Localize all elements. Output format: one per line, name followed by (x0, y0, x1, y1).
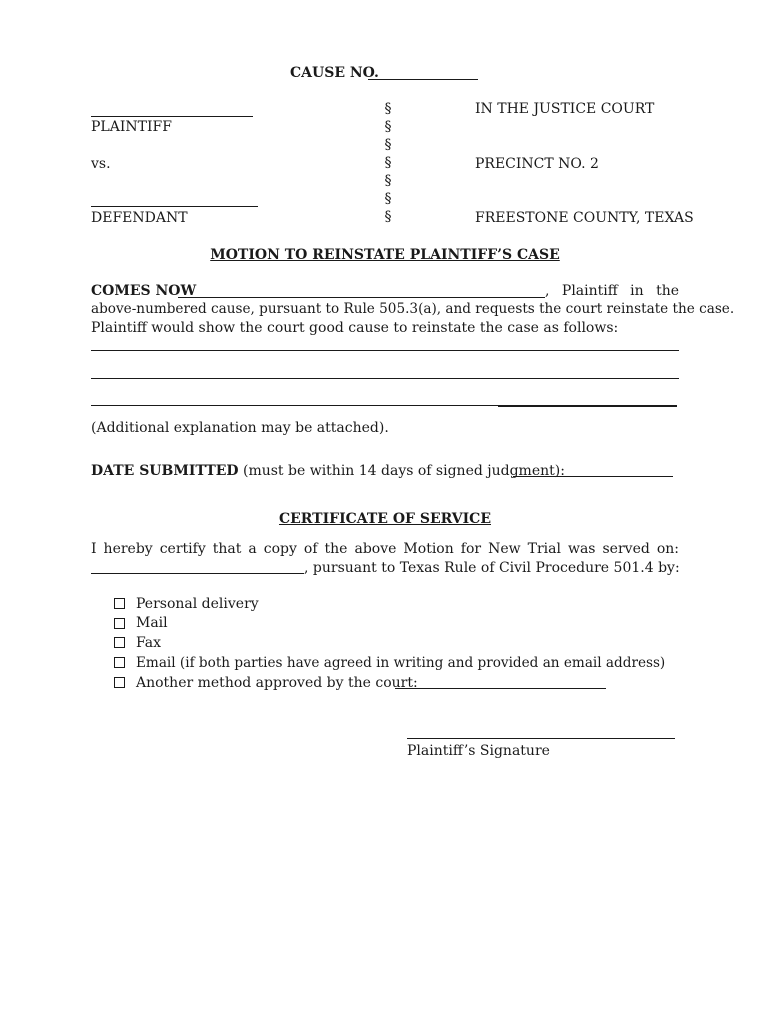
motion-title: MOTION TO REINSTATE PLAINTIFF’S CASE (210, 247, 560, 263)
court-label: IN THE JUSTICE COURT (475, 101, 655, 117)
additional-explanation-note: (Additional explanation may be attached). (91, 420, 389, 436)
cause-no-label: CAUSE NO. (290, 65, 379, 81)
county-label: FREESTONE COUNTY, TEXAS (475, 210, 694, 226)
other-method-checkbox[interactable] (114, 677, 125, 688)
option-mail: Mail (136, 615, 168, 631)
certificate-line-2: , pursuant to Texas Rule of Civil Procedure 501.4 by: (304, 560, 680, 576)
section-symbol: § (384, 101, 392, 117)
section-symbol: § (384, 173, 392, 189)
motion-line-3: Plaintiff would show the court good cause to reinstate the case as follows: (91, 320, 619, 336)
defendant-name-field[interactable] (91, 206, 258, 207)
option-email: Email (if both parties have agreed in writing and provided an email address) (136, 655, 666, 671)
section-symbol: § (384, 191, 392, 207)
plaintiff-name-motion-field[interactable] (178, 297, 545, 298)
precinct-label: PRECINCT NO. 2 (475, 156, 599, 172)
other-method-field[interactable] (395, 688, 606, 689)
cause-no-field[interactable] (368, 79, 478, 80)
explanation-line-overlay (498, 406, 677, 407)
explanation-line[interactable] (91, 378, 679, 379)
certificate-line-1: I hereby certify that a copy of the above Motion for New Trial was served on: (91, 541, 679, 557)
certificate-title: CERTIFICATE OF SERVICE (278, 511, 491, 527)
signature-label: Plaintiff’s Signature (407, 743, 550, 759)
date-submitted-label: DATE SUBMITTED (91, 463, 239, 479)
section-symbol: § (384, 155, 392, 171)
option-personal-delivery: Personal delivery (136, 596, 259, 612)
plaintiff-name-field[interactable] (91, 116, 253, 117)
option-other-method: Another method approved by the court: (136, 675, 418, 691)
section-symbol: § (384, 137, 392, 153)
section-symbol: § (384, 119, 392, 135)
fax-checkbox[interactable] (114, 637, 125, 648)
plaintiff-in-the-text: , Plaintiff in the (545, 283, 679, 299)
served-on-field[interactable] (91, 573, 304, 574)
vs-label: vs. (91, 156, 111, 172)
section-symbol: § (384, 209, 392, 225)
explanation-line[interactable] (91, 350, 679, 351)
date-submitted-field[interactable] (513, 476, 673, 477)
personal-delivery-checkbox[interactable] (114, 598, 125, 609)
defendant-label: DEFENDANT (91, 210, 188, 226)
option-fax: Fax (136, 635, 162, 651)
mail-checkbox[interactable] (114, 618, 125, 629)
date-submitted-note: (must be within 14 days of signed judgment): (238, 463, 565, 479)
plaintiff-label: PLAINTIFF (91, 119, 172, 135)
email-checkbox[interactable] (114, 657, 125, 668)
comes-now-label: COMES NOW (91, 283, 197, 299)
motion-line-2: above-numbered cause, pursuant to Rule 505.3(a), and requests the court reinstate the case. (91, 301, 735, 317)
signature-line[interactable] (407, 738, 675, 739)
date-submitted-row (91, 462, 565, 480)
